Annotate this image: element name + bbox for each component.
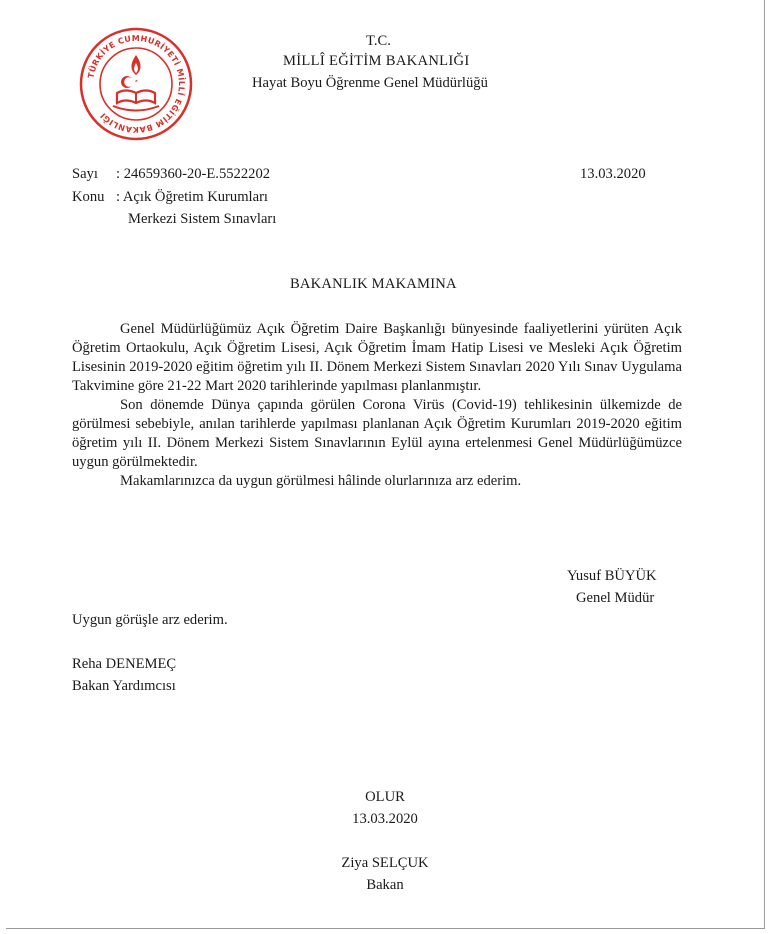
konu-label: Konu [72, 189, 105, 205]
body-paragraph-1: Genel Müdürlüğümüz Açık Öğretim Daire Başkanlığı bünyesinde faaliyetlerini yürüten Açık Öğretim Ortaokulu, Açık Öğretim Lisesi, Açık Öğretim İmam Hatip Lisesi ve Mesleki Açık Öğretim Lisesinin 2019-2020 eğitim öğretim yılı II. Dönem Merkezi Sistem Sınavları 2020 Yılı Sınav Uygulama Takvimine göre 21-22 Mart 2020 tarihlerinde yapılması planlanmıştır. [72, 321, 682, 394]
endorser-name: Reha DENEMEÇ [72, 656, 177, 672]
signer-title: Genel Müdür [576, 590, 655, 606]
approver-name: Ziya SELÇUK [341, 855, 429, 871]
body-paragraph-2: Son dönemde Dünya çapında görülen Corona Virüs (Covid-19) tehlikesinin ülkemizde de görülmesi sebebiyle, anılan tarihlerde yapılması planlanan Açık Öğretim Kurumları 2019-2020 eğitim öğretim yılı II. Dönem Merkezi Sistem Sınavlarının Eylül ayına ertelenmesi Genel Müdürlüğümüzce uygun görülmektedir. [72, 397, 682, 470]
svg-text:TÜRKİYE CUMHURİYETİ MİLLÎ EĞİT: TÜRKİYE CUMHURİYETİ MİLLÎ EĞİTİM BAKANLIĞI [86, 33, 187, 135]
body-paragraph-3: Makamlarınızca da uygun görülmesi hâlinde olurlarınıza arz ederim. [120, 473, 522, 489]
sayi-label: Sayı [72, 166, 98, 182]
sayi-value: : 24659360-20-E.5522202 [116, 166, 271, 182]
approval-date: 13.03.2020 [352, 811, 418, 827]
konu-line1: : Açık Öğretim Kurumları [116, 189, 268, 205]
approval-word: OLUR [365, 789, 405, 805]
letterhead-country: T.C. [366, 33, 391, 49]
ministry-seal-logo [79, 27, 193, 141]
addressee-heading: BAKANLIK MAKAMINA [290, 276, 457, 292]
signer-name: Yusuf BÜYÜK [567, 568, 657, 584]
konu-line2: Merkezi Sistem Sınavları [128, 211, 277, 227]
letter-body [72, 320, 682, 491]
endorsement-text: Uygun görüşle arz ederim. [72, 612, 228, 628]
letterhead-ministry: MİLLÎ EĞİTİM BAKANLIĞI [283, 53, 470, 69]
letterhead-directorate: Hayat Boyu Öğrenme Genel Müdürlüğü [252, 75, 488, 91]
document-date: 13.03.2020 [580, 166, 646, 182]
approver-title: Bakan [366, 877, 404, 893]
endorser-title: Bakan Yardımcısı [72, 678, 176, 694]
